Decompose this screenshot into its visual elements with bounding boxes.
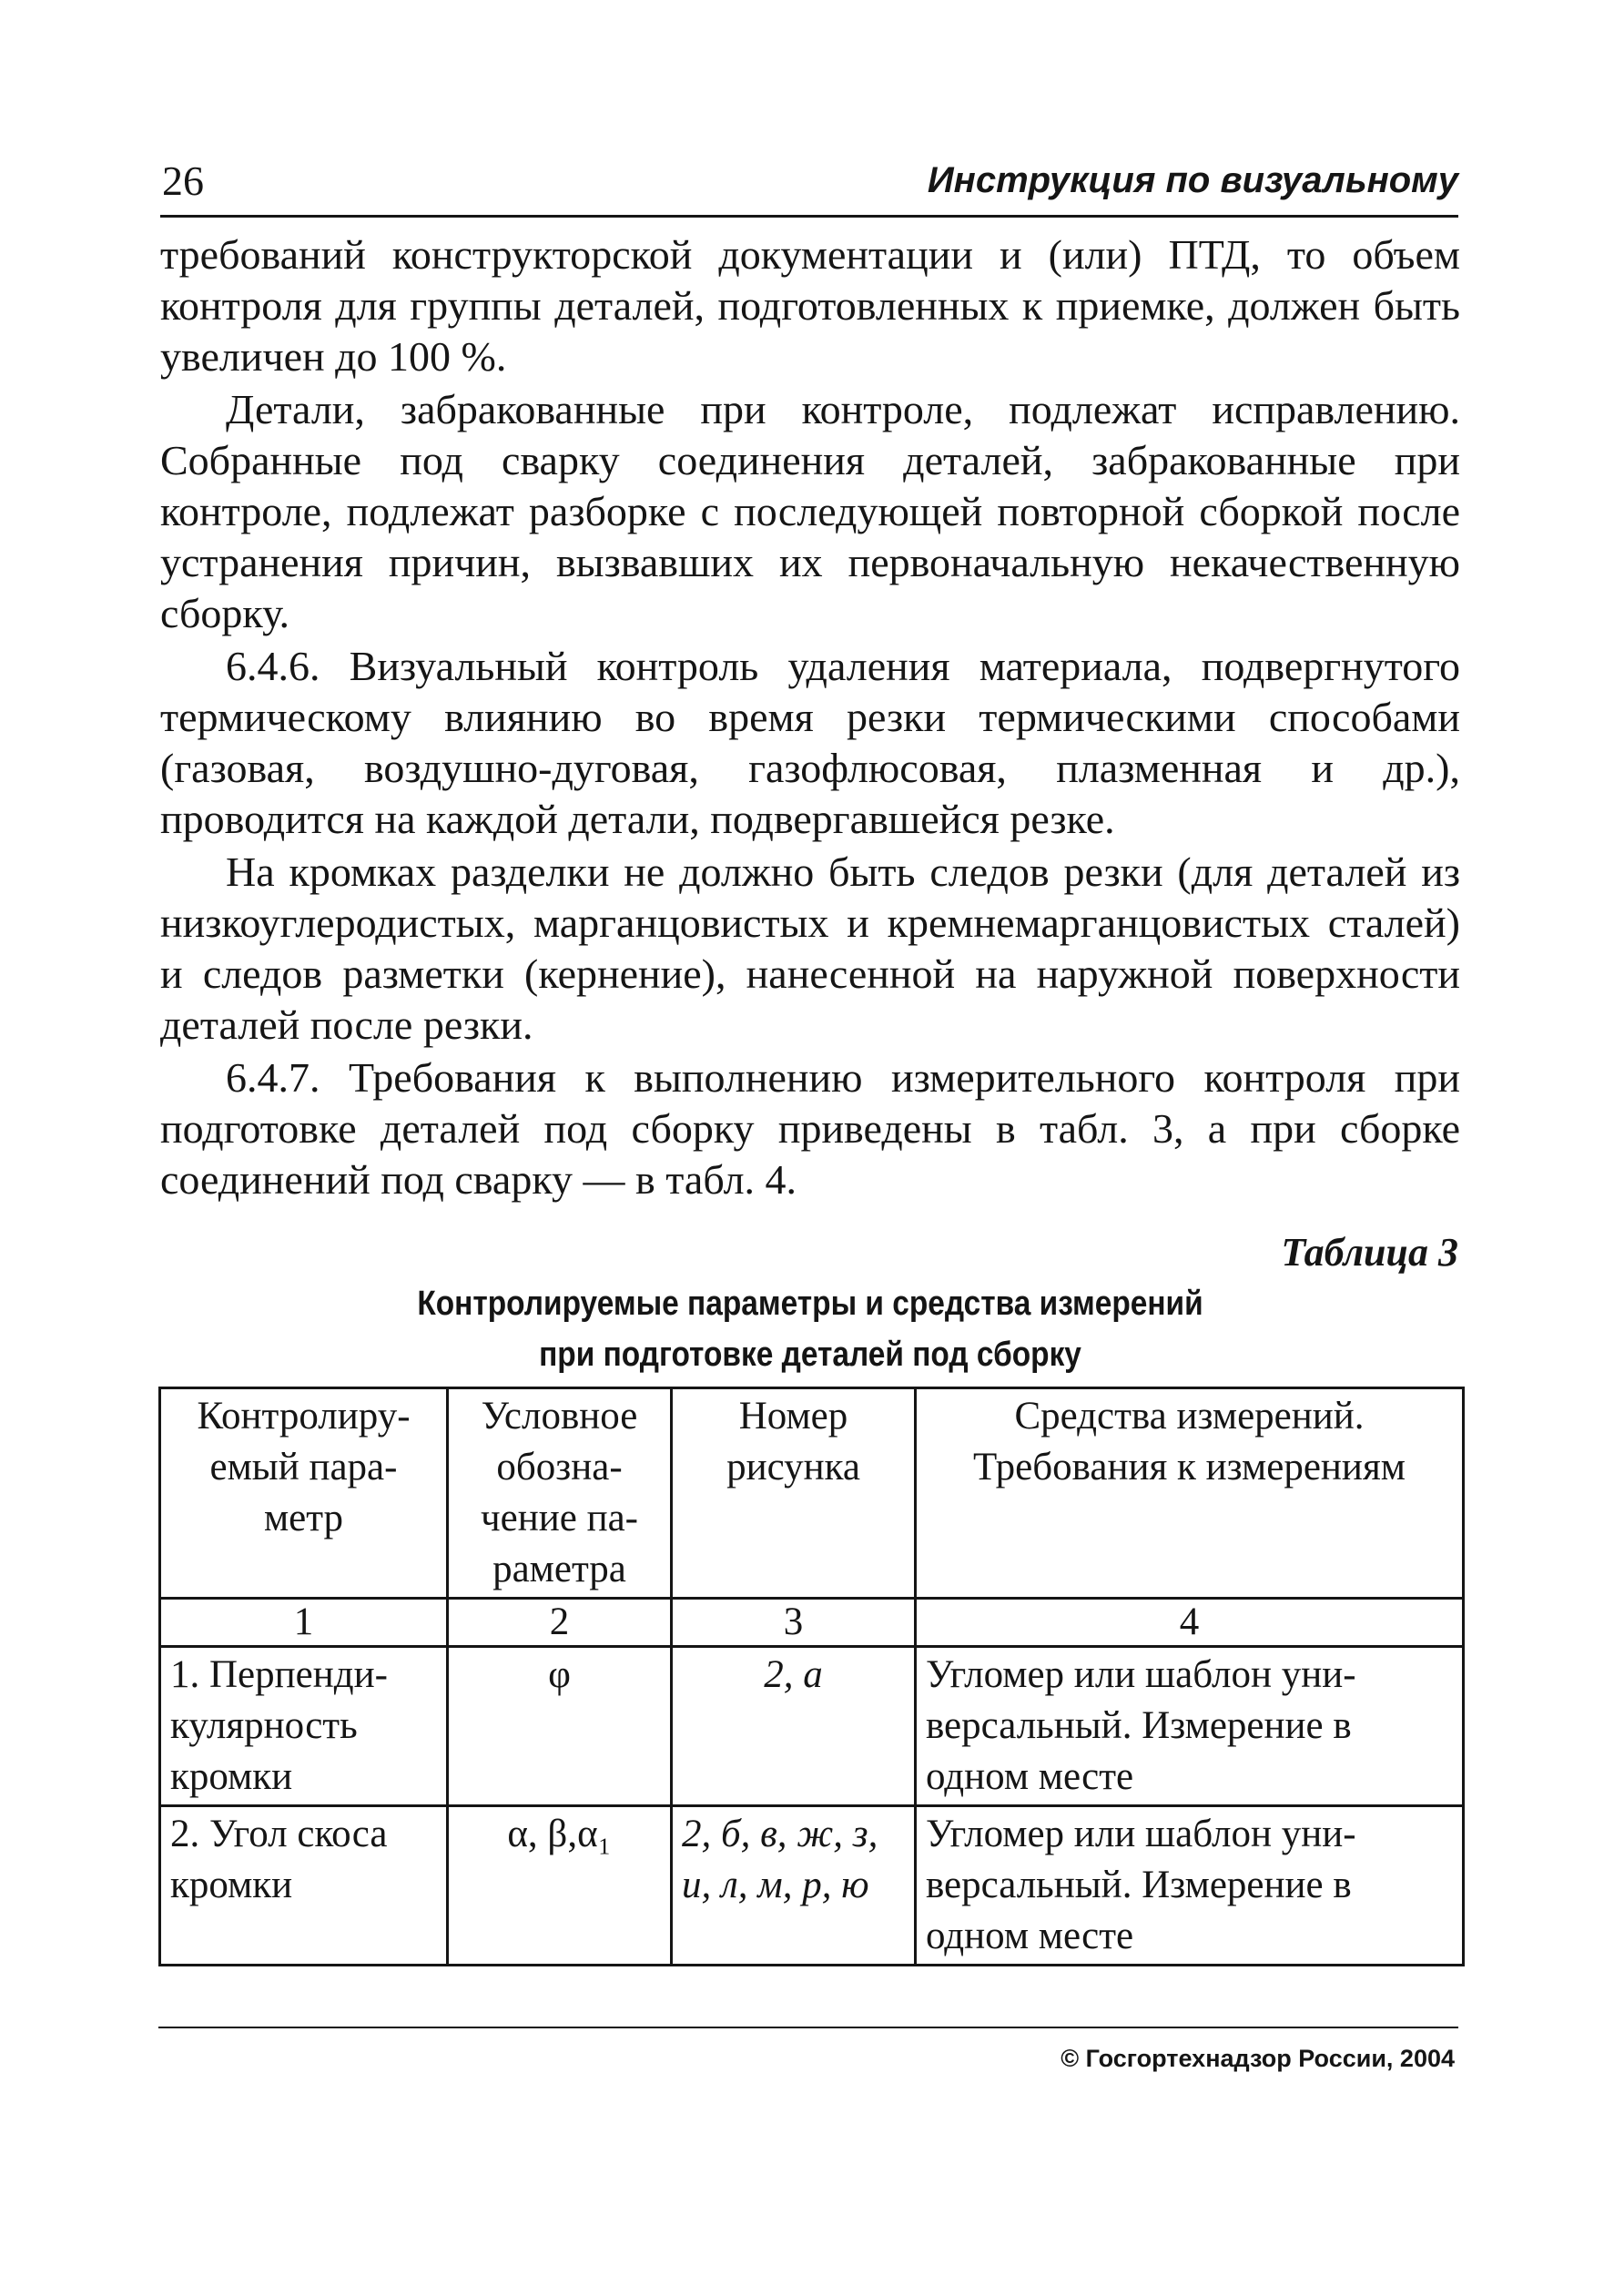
row-symbol: φ — [448, 1647, 672, 1806]
table-caption — [239, 1278, 1383, 1380]
column-number-3: 3 — [672, 1599, 916, 1647]
copyright-text: © Госгортехнадзор России, 2004 — [1061, 2045, 1455, 2072]
row-symbol: α, β,α₁ — [448, 1806, 672, 1966]
row-requirements: Угломер или шаблон уни-версальный. Измерение в одном месте — [916, 1647, 1464, 1806]
header-figure: Номер рисунка — [672, 1388, 916, 1599]
paragraph-rejected-parts: Детали, забракованные при контроле, подлежат исправлению. Собранные под сварку соединения деталей, забракованные при контроле, подлежат разборке с последующей повторной сборкой после устранения причин, вызвавших их первоначальную некачественную сборку. — [160, 386, 1460, 636]
table-label: Таблица 3 — [1281, 1230, 1458, 1275]
running-title: Инструкция по визуальному — [927, 160, 1458, 200]
table-number-row — [160, 1599, 1464, 1647]
table-row — [160, 1647, 1464, 1806]
header-requirements: Средства измерений. Требования к измерениям — [916, 1388, 1464, 1599]
body-text — [160, 229, 1460, 1207]
column-number-2: 2 — [448, 1599, 672, 1647]
paragraph-continuation: требований конструкторской документации и (или) ПТД, то объем контроля для группы деталей, подготовленных к приемке, должен быть увеличен до 100 %. — [160, 231, 1460, 380]
parameters-table — [158, 1387, 1465, 1966]
row-figure: 2, а — [672, 1647, 916, 1806]
header-symbol: Условное обозна-чение па-раметра — [448, 1388, 672, 1599]
page-number: 26 — [162, 157, 204, 204]
table-header-row — [160, 1388, 1464, 1599]
row-requirements: Угломер или шаблон уни-версальный. Измерение в одном месте — [916, 1806, 1464, 1966]
column-number-1: 1 — [160, 1599, 448, 1647]
table-caption-line-2: при подготовке деталей под сборку — [539, 1336, 1081, 1374]
paragraph-cutting-traces: На кромках разделки не должно быть следов резки (для деталей из низкоуглеродистых, марганцовистых и кремнемарганцовистых сталей) и следов разметки (кернение), нанесенной на наружной поверхности деталей после резки. — [160, 848, 1460, 1048]
footer-rule — [158, 2027, 1458, 2028]
header-rule — [160, 215, 1458, 218]
paragraph-6-4-6: 6.4.6. Визуальный контроль удаления материала, подвергнутого термическому влиянию во время резки термическими способами (газовая, воздушно-дуговая, газофлюсовая, плазменная и др.), проводится на каждой детали, подвергавшейся резке. — [160, 643, 1460, 842]
row-parameter: 2. Угол скоса кромки — [160, 1806, 448, 1966]
paragraph-6-4-7: 6.4.7. Требования к выполнению измерительного контроля при подготовке деталей под сборку приведены в табл. 3, а при сборке соединений под сварку — в табл. 4. — [160, 1054, 1460, 1203]
column-number-4: 4 — [916, 1599, 1464, 1647]
row-figure: 2, б, в, ж, з, и, л, м, р, ю — [672, 1806, 916, 1966]
table-caption-line-1: Контролируемые параметры и средства измерений — [417, 1285, 1203, 1323]
header-parameter: Контролиру-емый пара-метр — [160, 1388, 448, 1599]
table-row — [160, 1806, 1464, 1966]
row-parameter: 1. Перпенди-кулярность кромки — [160, 1647, 448, 1806]
